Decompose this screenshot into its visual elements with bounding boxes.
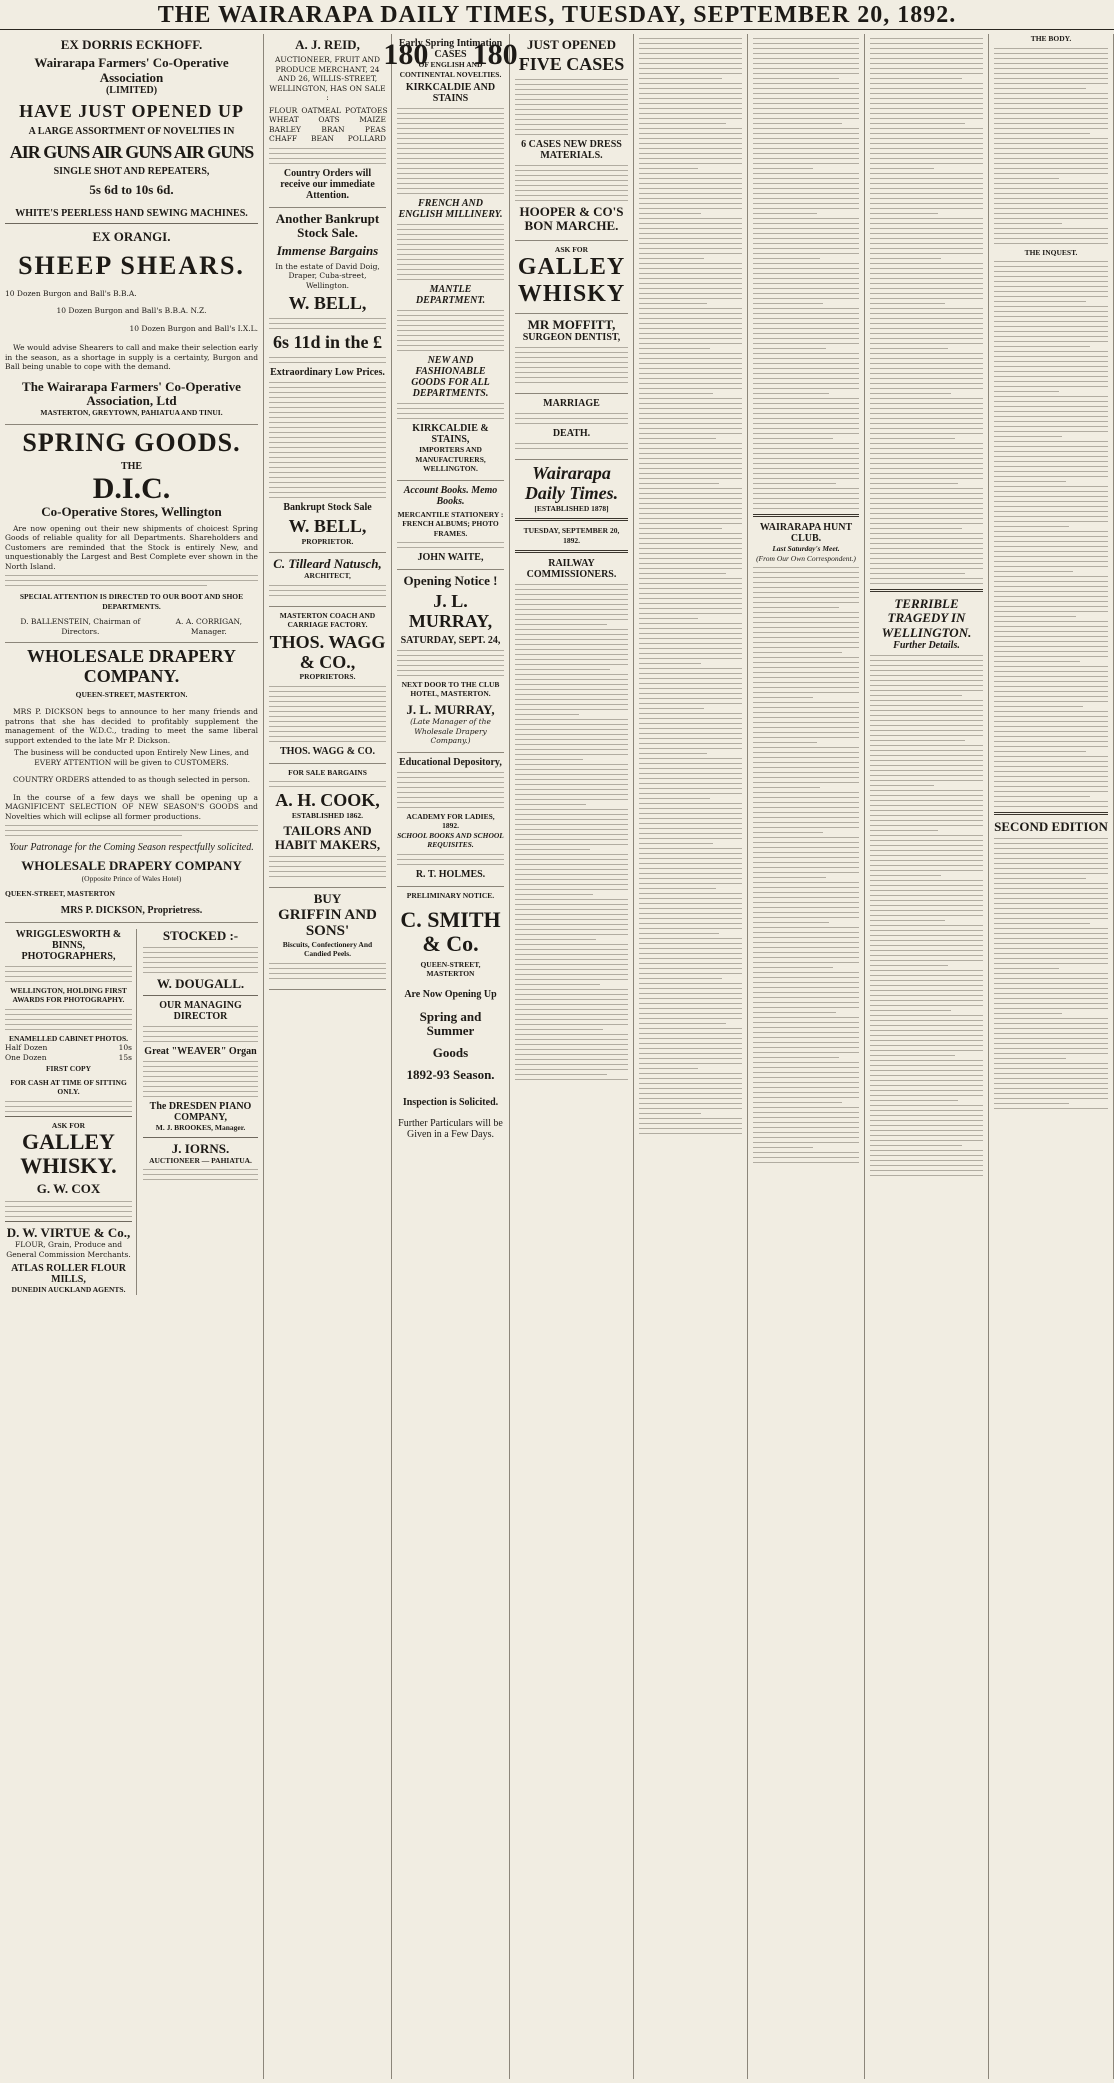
ad-hooper [515, 34, 628, 241]
ad-galley [515, 241, 628, 314]
wagg: THOS. WAGG & CO., [269, 631, 386, 672]
the-inquest: THE INQUEST. [1024, 247, 1078, 257]
goods-row [269, 106, 386, 116]
cook: A. H. COOK, [275, 790, 380, 811]
dougall: W. DOUGALL. [156, 975, 245, 991]
inspection: Inspection is Solicited. [402, 1096, 499, 1108]
dic-title: D.I.C. [92, 472, 171, 506]
goods-item: CHAFF [269, 134, 298, 144]
photo-price-label: One Dozen [5, 1052, 47, 1062]
cases-number-right: 180 [472, 37, 518, 71]
iorns-sub: AUCTIONEER — PAHIATUA. [149, 1155, 252, 1165]
white-machines: WHITE'S PEERLESS HAND SEWING MACHINES. [15, 207, 248, 219]
ad-wagg [269, 607, 386, 764]
next-door: NEXT DOOR TO THE CLUB HOTEL, MASTERTON. [401, 679, 500, 699]
school: SCHOOL BOOKS AND SCHOOL REQUISITES. [397, 830, 504, 850]
dic-ballenstein: D. BALLENSTEIN, Chairman of Directors. [20, 617, 141, 636]
goods-item: BRAN [321, 124, 345, 134]
wdc-sub: (Opposite Prince of Wales Hotel) [81, 873, 182, 883]
immense-bargains: Immense Bargains [276, 243, 379, 259]
goods-item: BARLEY [269, 124, 301, 134]
ad-waite [397, 481, 504, 571]
photo-price-row [5, 1053, 132, 1063]
extraordinary: Extraordinary Low Prices. [270, 366, 385, 378]
cases-sub: OF ENGLISH AND CONTINENTAL NOVELTIES. [399, 60, 502, 79]
wagg-sign: THOS. WAGG & CO. [279, 745, 376, 757]
column-3 [383, 34, 518, 2079]
murray: J. L. MURRAY, [408, 591, 493, 632]
column-6 [748, 34, 865, 2079]
patronage: Your Patronage for the Coming Season respectfully solicited. [9, 842, 254, 854]
first-copy: FIRST COPY [45, 1064, 92, 1074]
cook-sub: ESTABLISHED 1862. [291, 811, 364, 821]
wholesale-queen-street: QUEEN-STREET, MASTERTON. [75, 689, 188, 699]
dic-filler [5, 575, 258, 586]
ad-bell [269, 208, 386, 553]
news-body-b [753, 567, 859, 1163]
assoc-title: Wairarapa Farmers' Co-Operative Association [34, 55, 229, 85]
surgeon: SURGEON DENTIST, [522, 332, 621, 344]
new-arrivals: NEW AND FASHIONABLE GOODS FOR ALL DEPARTMENTS. [411, 355, 490, 399]
cash-sitting: FOR CASH AT TIME OF SITTING ONLY. [10, 1077, 127, 1097]
hunt-club: WAIRARAPA HUNT CLUB. [759, 522, 853, 544]
architect: ARCHITECT, [304, 571, 351, 581]
opening-notice: Opening Notice ! [403, 573, 498, 588]
ad-photographers [5, 929, 137, 1295]
galley-4: GALLEY WHISKY [517, 254, 626, 307]
account-books: Account Books. Memo Books. [403, 484, 498, 507]
country-orders: COUNTRY ORDERS attended to as though selected in person. [13, 775, 250, 785]
column-8 [989, 34, 1114, 2079]
news-body-c [870, 38, 983, 584]
ad-smith [397, 887, 504, 1146]
news-body-d [870, 655, 983, 1176]
reid-goods [269, 106, 386, 144]
cases-number-left: 180 [383, 37, 429, 71]
tilleard: C. Tilleard Natusch, [273, 556, 382, 572]
galley-whisky: GALLEY WHISKY. [20, 1129, 117, 1179]
academy: ACADEMY FOR LADIES, 1892. [406, 811, 495, 831]
hunt-own: (From Our Own Correspondent.) [756, 553, 856, 563]
death: DEATH. [552, 428, 591, 440]
five-cases: FIVE CASES [518, 54, 625, 75]
wrigglesworth-sub: WELLINGTON, HOLDING FIRST AWARDS FOR PHOTOGRAPHY. [10, 985, 127, 1005]
bankrupt: Another Bankrupt Stock Sale. [275, 210, 380, 241]
french-millinery: FRENCH AND ENGLISH MILLINERY. [398, 198, 503, 220]
further: Further Particulars will be Given in a Few Days. [398, 1117, 503, 1140]
gun-price: 5s 6d to 10s 6d. [89, 182, 174, 198]
terrible-tragedy: TERRIBLE TRAGEDY IN WELLINGTON. [881, 596, 972, 640]
eckhoff-title: EX DORRIS ECKHOFF. [60, 37, 203, 52]
bell: W. BELL, [288, 293, 367, 314]
educational: Educational Depository, [399, 756, 502, 768]
reid: A. J. REID, [295, 37, 360, 52]
ad-natusch [269, 553, 386, 607]
masthead: THE WAIRARAPA DAILY TIMES, TUESDAY, SEPTEMBER 20, 1892. [0, 0, 1114, 30]
griffin: GRIFFIN AND SONS' [278, 906, 377, 940]
goods-item: POLLARD [347, 134, 386, 144]
virtue: D. W. VIRTUE & Co., [6, 1224, 131, 1240]
spring-goods: SPRING GOODS. [22, 427, 241, 457]
bell-price: 6s 11d in the £ [272, 331, 383, 352]
photo-price-value: 15s [118, 1052, 132, 1062]
smith-queen: QUEEN-STREET, MASTERTON [420, 959, 481, 979]
photo-price-value: 10s [118, 1043, 132, 1053]
saturday: SATURDAY, SEPT. 24, [400, 634, 501, 646]
column-2 [264, 34, 392, 2079]
managing-director: OUR MANAGING DIRECTOR [159, 1000, 242, 1023]
tailors: TAILORS AND HABIT MAKERS, [274, 822, 381, 853]
spring-intimation: Early Spring Intimation [398, 38, 503, 49]
marriage: MARRIAGE [543, 398, 600, 410]
wdc-repeat: WHOLESALE DRAPERY COMPANY [21, 858, 242, 874]
photo-price-label: Half Dozen [5, 1043, 48, 1053]
dresden: The DRESDEN PIANO COMPANY, [149, 1101, 252, 1124]
news-body-a [753, 38, 859, 509]
mantle: MANTLE DEPARTMENT. [415, 284, 486, 306]
goods-row [269, 125, 386, 135]
enamelled: ENAMELLED CABINET PHOTOS. [8, 1033, 129, 1043]
ex-orangi: EX ORANGI. [92, 228, 171, 244]
iorns: J. IORNS. [171, 1140, 230, 1156]
goods-item: POTATOES [345, 105, 388, 115]
goods-item: WHEAT [269, 115, 299, 125]
murray-sub: (Late Manager of the Wholesale Drapery Company.) [410, 717, 491, 746]
virtue-sub: FLOUR, Grain, Produce and General Commission Merchants. [6, 1240, 131, 1259]
for-sale: FOR SALE BARGAINS [288, 767, 367, 777]
air-guns: AIR GUNS AIR GUNS AIR GUNS [9, 141, 254, 162]
established: [ESTABLISHED 1878] [534, 503, 609, 513]
just-opened: JUST OPENED [527, 37, 616, 52]
news-body-g [994, 838, 1108, 1109]
weaver-organ: Great "WEAVER" Organ [144, 1046, 257, 1058]
column-1 [0, 34, 264, 2079]
assoc-places: MASTERTON, GREYTOWN, PAHIATUA AND TINUI. [40, 408, 223, 418]
sheep-shears: SHEEP SHEARS. [18, 251, 245, 281]
column-7 [865, 34, 989, 2079]
galley-ask-4: ASK FOR [554, 244, 589, 254]
reid-text: AUCTIONEER, FRUIT AND PRODUCE MERCHANT, 24 AND 26, WILLIS-STREET, WELLINGTON, HAS ON SALE : [269, 55, 386, 103]
assortment: A LARGE ASSORTMENT OF NOVELTIES IN [28, 125, 235, 137]
atlas: ATLAS ROLLER FLOUR MILLS, [11, 1263, 126, 1286]
dic-corrigan: A. A. CORRIGAN, Manager. [175, 617, 243, 636]
six-cases: 6 CASES NEW DRESS MATERIALS. [521, 139, 622, 162]
cox: G. W. COX [36, 1181, 101, 1197]
ad-stocked [143, 929, 258, 1295]
wdc-queen-street: QUEEN-STREET, MASTERTON [5, 889, 115, 899]
have-opened: HAVE JUST OPENED UP [19, 100, 244, 121]
stocked: STOCKED :- [162, 927, 239, 943]
ad-reid [269, 34, 386, 208]
smith: C. SMITH & Co. [400, 907, 501, 957]
magnificent: In the course of a few days we shall be opening up a MAGNIFICENT SELECTION OF NEW SEASON'S GOODS and Novelties which will eclipse all former productions. [5, 792, 258, 821]
burgon-2: 10 Dozen Burgon and Ball's B.B.A. N.Z. [56, 306, 207, 316]
ad-kirkcaldie [383, 34, 518, 481]
ad-holmes [397, 753, 504, 887]
ad-wholesale-drapery [5, 643, 258, 922]
goods-item: OATMEAL [301, 105, 342, 115]
ad-griffin [269, 888, 386, 989]
the-body: THE BODY. [1030, 34, 1072, 43]
kirkcaldie: KIRKCALDIE AND STAINS [405, 82, 496, 104]
news-body-e [994, 48, 1108, 244]
burgon-1: 10 Dozen Burgon and Ball's B.B.A. [5, 288, 137, 298]
dic-text: Are now opening out their new shipments of choicest Spring Goods of reliable quality for all Departments. Shareholders and Customers are reminded that the Stock is entirely New, and unquestionably the Largest and Best Complete ever shown in the North Island. [5, 523, 258, 571]
wagg-title: MASTERTON COACH AND CARRIAGE FACTORY. [279, 610, 376, 630]
dic-sub: Co-Operative Stores, Wellington [41, 504, 222, 520]
spring-summer: Spring and Summer [419, 1008, 482, 1038]
atlas-sub: DUNEDIN AUCKLAND AGENTS. [11, 1285, 126, 1295]
assoc-limited: (LIMITED) [105, 84, 158, 96]
goods-row [269, 115, 386, 125]
goods-item: FLOUR [269, 105, 298, 115]
railway: RAILWAY COMMISSIONERS. [526, 558, 617, 581]
wrigglesworth: WRIGGLESWORTH & BINNS, PHOTOGRAPHERS, [15, 928, 122, 962]
photo-price-row [5, 1043, 132, 1053]
kirk-sub: IMPORTERS AND MANUFACTURERS, WELLINGTON. [415, 445, 486, 473]
notices [515, 394, 628, 460]
wholesale-title: WHOLESALE DRAPERY COMPANY. [27, 646, 236, 686]
column-4 [510, 34, 634, 2079]
second-edition: SECOND EDITION [994, 819, 1108, 834]
dickson-text: MRS P. DICKSON begs to announce to her many friends and patrons that she has decided to profitably supplement the management of the W.D.C., trading to meet the same liberal support extended to the late Mr P. Dickson. [5, 707, 258, 745]
bell-proprietor: PROPRIETOR. [301, 536, 354, 546]
ad-farmers-association [5, 34, 258, 425]
kirkcaldie-2: KIRKCALDIE & STAINS, [412, 423, 489, 445]
bell-sale: Bankrupt Stock Sale [283, 501, 372, 513]
country-orders-reid: Country Orders will receive our immediate Attention. [280, 167, 375, 201]
goods-item: PEAS [364, 124, 386, 134]
burgon-3: 10 Dozen Burgon and Ball's I.X.L. [129, 323, 258, 333]
goods-item: BEAN [310, 134, 334, 144]
goods-row [269, 134, 386, 144]
photo-prices [5, 1043, 132, 1062]
dic-special: SPECIAL ATTENTION IS DIRECTED TO OUR BOOT AND SHOE DEPARTMENTS. [19, 592, 244, 611]
further-details: Further Details. [893, 639, 960, 651]
single-shot: SINGLE SHOT AND REPEATERS, [53, 166, 210, 178]
buy: BUY [313, 891, 342, 907]
goods-item: MAIZE [359, 115, 386, 125]
murray-2: J. L. MURRAY, [406, 701, 495, 717]
brookes: M. J. BROOKES, Manager. [155, 1123, 246, 1133]
holmes: R. T. HOLMES. [415, 868, 486, 880]
assoc-footer: The Wairarapa Farmers' Co-Operative Association, Ltd [22, 378, 241, 408]
hunt-sub: Last Saturday's Meet. [772, 544, 840, 553]
ad-moffitt [515, 314, 628, 394]
editorial [515, 464, 628, 1080]
goods-item: OATS [318, 115, 340, 125]
preliminary: PRELIMINARY NOTICE. [406, 890, 495, 900]
ad-dic [5, 425, 258, 643]
estate: In the estate of David Doig, Draper, Cuba-street, Wellington. [275, 261, 380, 290]
waite: JOHN WAITE, [417, 552, 484, 563]
goods: Goods [432, 1045, 469, 1061]
dated: TUESDAY, SEPTEMBER 20, 1892. [523, 526, 620, 545]
ad-murray [397, 570, 504, 753]
cases-label: CASES [434, 49, 467, 60]
ad-cook [269, 764, 386, 888]
bell-2: W. BELL, [288, 515, 367, 536]
wagg-prop: PROPRIETORS. [299, 672, 356, 682]
now-opening: Are Now Opening Up [404, 988, 497, 1000]
stationery: MERCANTILE STATIONERY : FRENCH ALBUMS; PHOTO FRAMES. [397, 509, 504, 538]
news-body-f [994, 261, 1108, 807]
dic-the: THE [120, 461, 143, 473]
hooper: HOOPER & CO'S BON MARCHE. [519, 204, 624, 234]
daily-times: Wairarapa Daily Times. [524, 463, 619, 504]
season: 1892-93 Season. [406, 1067, 495, 1083]
galley-ask: ASK FOR [51, 1120, 86, 1130]
dickson-text-2: The business will be conducted upon Entirely New Lines, and EVERY ATTENTION will be given to CUSTOMERS. [14, 748, 249, 767]
column-5 [634, 34, 748, 2079]
shears-note: We would advise Shearers to call and make their selection early in the season, as a shortage in supply is a certainty, Burgon and Ball being unable to cope with the demand. [5, 343, 258, 372]
griffin-sub: Biscuits, Confectionery And Candied Peels. [282, 939, 373, 959]
editorial-body [639, 38, 742, 1134]
proprietress: MRS P. DICKSON, Proprietress. [60, 904, 203, 916]
moffitt: MR MOFFITT, [527, 316, 616, 332]
